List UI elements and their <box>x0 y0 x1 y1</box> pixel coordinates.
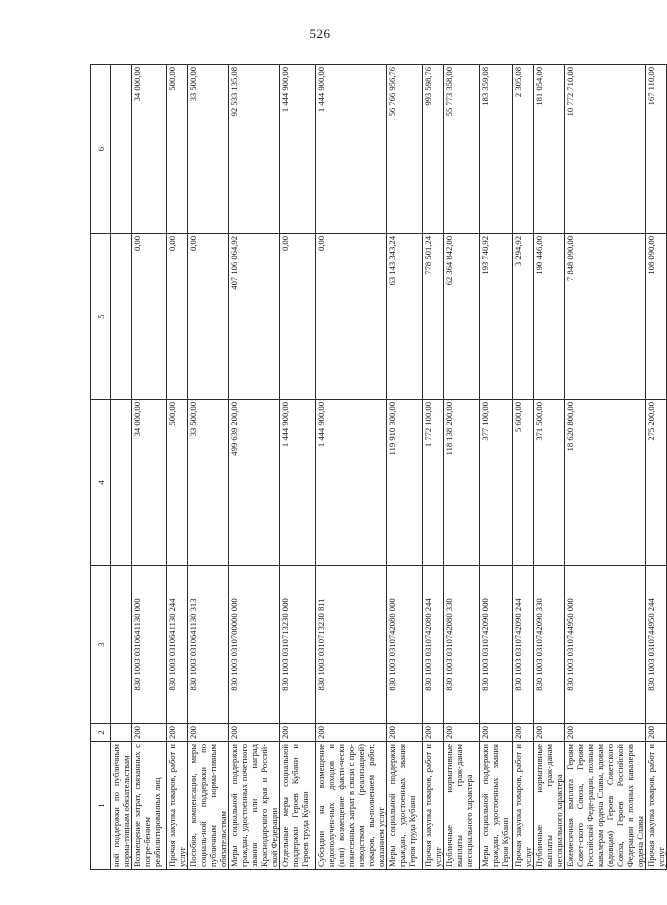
row-approved-cell: 34 000,00 <box>132 400 167 566</box>
row-ministry-cell: 200 <box>565 724 646 742</box>
row-diff-cell: 1 444 900,00 <box>316 65 387 234</box>
row-name-cell: Меры социальной поддержки граждан, удостоенных звания Героя Кубани <box>480 742 513 870</box>
row-executed-cell: 0,00 <box>280 234 316 400</box>
row-name-cell: Публичные нормативные выплаты граж-данам несоциального характера <box>534 742 565 870</box>
row-code-cell: 830 1003 0310641130 244 <box>167 566 188 724</box>
rotated-table-container <box>90 65 666 870</box>
row-approved-cell: 275 200,00 <box>646 400 667 566</box>
row-ministry-cell: 200 <box>423 724 444 742</box>
row-code-cell: 830 1003 0310742090 244 <box>513 566 534 724</box>
row-approved-cell: 500,00 <box>167 400 188 566</box>
row-executed-cell: 778 501,24 <box>423 234 444 400</box>
row-executed-cell: 190 446,00 <box>534 234 565 400</box>
row-code-cell: 830 1003 0310742080 244 <box>423 566 444 724</box>
row-diff-cell: 55 773 358,00 <box>444 65 480 234</box>
row-diff-cell: 33 500,00 <box>188 65 229 234</box>
row-code-cell: 830 1003 0310742080 000 <box>387 566 423 724</box>
row-code-cell: 830 1003 0310744950 244 <box>646 566 667 724</box>
row-code-cell: 830 1003 0310713230 000 <box>280 566 316 724</box>
budget-table-body <box>91 65 667 870</box>
row-code-cell: 830 1003 0310641130 000 <box>132 566 167 724</box>
row-ministry-cell: 200 <box>513 724 534 742</box>
row-executed-cell: 0,00 <box>188 234 229 400</box>
row-name-cell: Публичные нормативные выплаты граж-данам несоциального характера <box>444 742 480 870</box>
page-number: 526 <box>309 26 331 41</box>
row-diff-cell: 183 359,08 <box>480 65 513 234</box>
header-cell-1: 1 <box>91 742 111 870</box>
row-approved-cell: 1 444 900,00 <box>280 400 316 566</box>
table-row <box>132 65 167 870</box>
row-name-cell: Прочая закупка товаров, работ и услуг <box>167 742 188 870</box>
table-row <box>111 65 132 870</box>
row-diff-cell: 2 305,08 <box>513 65 534 234</box>
row-approved-cell: 5 600,00 <box>513 400 534 566</box>
row-approved-cell: 371 500,00 <box>534 400 565 566</box>
row-approved-cell: 18 620 800,00 <box>565 400 646 566</box>
row-executed-cell: 108 090,00 <box>646 234 667 400</box>
table-row <box>280 65 316 870</box>
header-row <box>91 65 111 870</box>
table-row <box>167 65 188 870</box>
row-approved-cell <box>111 400 132 566</box>
row-executed-cell: 0,00 <box>316 234 387 400</box>
row-name-cell: Ежемесячная выплата Героям Совет-ского Союза, Героям Российской Феде-рации, полным кавалерам ордена Славы, вдовам (вдовцам) Героев Советского Союза, Героев Российской Федерации и полных кавалеров ордена Славы <box>565 742 646 870</box>
budget-table <box>90 64 667 870</box>
row-executed-cell: 62 364 842,00 <box>444 234 480 400</box>
row-ministry-cell: 200 <box>387 724 423 742</box>
row-approved-cell: 499 639 200,00 <box>229 400 280 566</box>
row-ministry-cell: 200 <box>132 724 167 742</box>
header-cell-4: 4 <box>91 400 111 566</box>
row-approved-cell: 33 500,00 <box>188 400 229 566</box>
row-diff-cell: 34 000,00 <box>132 65 167 234</box>
row-name-cell: ной поддержки по публичным норма-тивным обязательствам <box>111 742 132 870</box>
row-executed-cell: 7 848 090,00 <box>565 234 646 400</box>
row-ministry-cell: 200 <box>280 724 316 742</box>
row-ministry-cell: 200 <box>229 724 280 742</box>
row-ministry-cell: 200 <box>646 724 667 742</box>
row-diff-cell: 10 772 710,00 <box>565 65 646 234</box>
table-row <box>387 65 423 870</box>
row-code-cell: 830 1003 0310641130 313 <box>188 566 229 724</box>
row-executed-cell: 407 106 064,92 <box>229 234 280 400</box>
row-diff-cell: 92 533 135,08 <box>229 65 280 234</box>
row-diff-cell: 1 444 900,00 <box>280 65 316 234</box>
row-diff-cell: 500,00 <box>167 65 188 234</box>
header-cell-3: 3 <box>91 566 111 724</box>
row-ministry-cell: 200 <box>480 724 513 742</box>
row-ministry-cell: 200 <box>167 724 188 742</box>
row-name-cell: Прочая закупка товаров, работ и услуг <box>513 742 534 870</box>
row-name-cell: Пособия, компенсации, меры социаль-ной поддержки по публичным норма-тивным обязательствам <box>188 742 229 870</box>
row-code-cell: 830 1003 0310744950 000 <box>565 566 646 724</box>
row-ministry-cell: 200 <box>316 724 387 742</box>
table-row <box>534 65 565 870</box>
row-ministry-cell: 200 <box>444 724 480 742</box>
row-code-cell: 830 1003 0310713230 811 <box>316 566 387 724</box>
row-name-cell: Меры социальной поддержки граждан, удостоенных почетного звания или наград Краснодарского края и Россий-ской Федерации <box>229 742 280 870</box>
row-approved-cell: 118 138 200,00 <box>444 400 480 566</box>
row-executed-cell: 3 294,92 <box>513 234 534 400</box>
row-name-cell: Возмещение затрат, связанных с погре-бением реабилитированных лиц <box>132 742 167 870</box>
row-code-cell <box>111 566 132 724</box>
table-row <box>513 65 534 870</box>
row-executed-cell: 63 143 343,24 <box>387 234 423 400</box>
table-row <box>316 65 387 870</box>
table-row <box>188 65 229 870</box>
row-executed-cell: 0,00 <box>167 234 188 400</box>
row-diff-cell: 56 766 956,76 <box>387 65 423 234</box>
row-diff-cell: 993 598,76 <box>423 65 444 234</box>
table-row <box>646 65 667 870</box>
header-cell-2: 2 <box>91 724 111 742</box>
row-code-cell: 830 1003 0310742080 330 <box>444 566 480 724</box>
row-ministry-cell: 200 <box>534 724 565 742</box>
row-name-cell: Прочая закупка товаров, работ и услуг <box>646 742 667 870</box>
row-diff-cell: 167 110,00 <box>646 65 667 234</box>
row-ministry-cell <box>111 724 132 742</box>
row-name-cell: Отдельные меры социальной поддержки Героев Кубани и Героев труда Кубани <box>280 742 316 870</box>
row-diff-cell: 181 054,00 <box>534 65 565 234</box>
row-name-cell: Прочая закупка товаров, работ и услуг <box>423 742 444 870</box>
row-code-cell: 830 1003 0310742090 330 <box>534 566 565 724</box>
row-executed-cell: 193 740,92 <box>480 234 513 400</box>
header-cell-5: 5 <box>91 234 111 400</box>
row-approved-cell: 1 772 100,00 <box>423 400 444 566</box>
table-row <box>444 65 480 870</box>
row-executed-cell <box>111 234 132 400</box>
row-code-cell: 830 1003 0310742090 000 <box>480 566 513 724</box>
row-approved-cell: 119 910 300,00 <box>387 400 423 566</box>
row-ministry-cell: 200 <box>188 724 229 742</box>
row-approved-cell: 1 444 900,00 <box>316 400 387 566</box>
table-row <box>565 65 646 870</box>
row-executed-cell: 0,00 <box>132 234 167 400</box>
header-cell-6: 6 <box>91 65 111 234</box>
table-row <box>480 65 513 870</box>
row-name-cell: Субсидии на возмещение недополучен-ных доходов и (или) возмещение факти-чески понесенных затрат в связи с про-изводством (реализацией) товаров, вы-полнением работ, оказанием услуг <box>316 742 387 870</box>
table-row <box>229 65 280 870</box>
table-row <box>423 65 444 870</box>
row-name-cell: Меры социальной поддержки граждан, удостоенных звания Героя труда Кубани <box>387 742 423 870</box>
row-code-cell: 830 1003 0310700000 000 <box>229 566 280 724</box>
row-approved-cell: 377 100,00 <box>480 400 513 566</box>
row-diff-cell <box>111 65 132 234</box>
